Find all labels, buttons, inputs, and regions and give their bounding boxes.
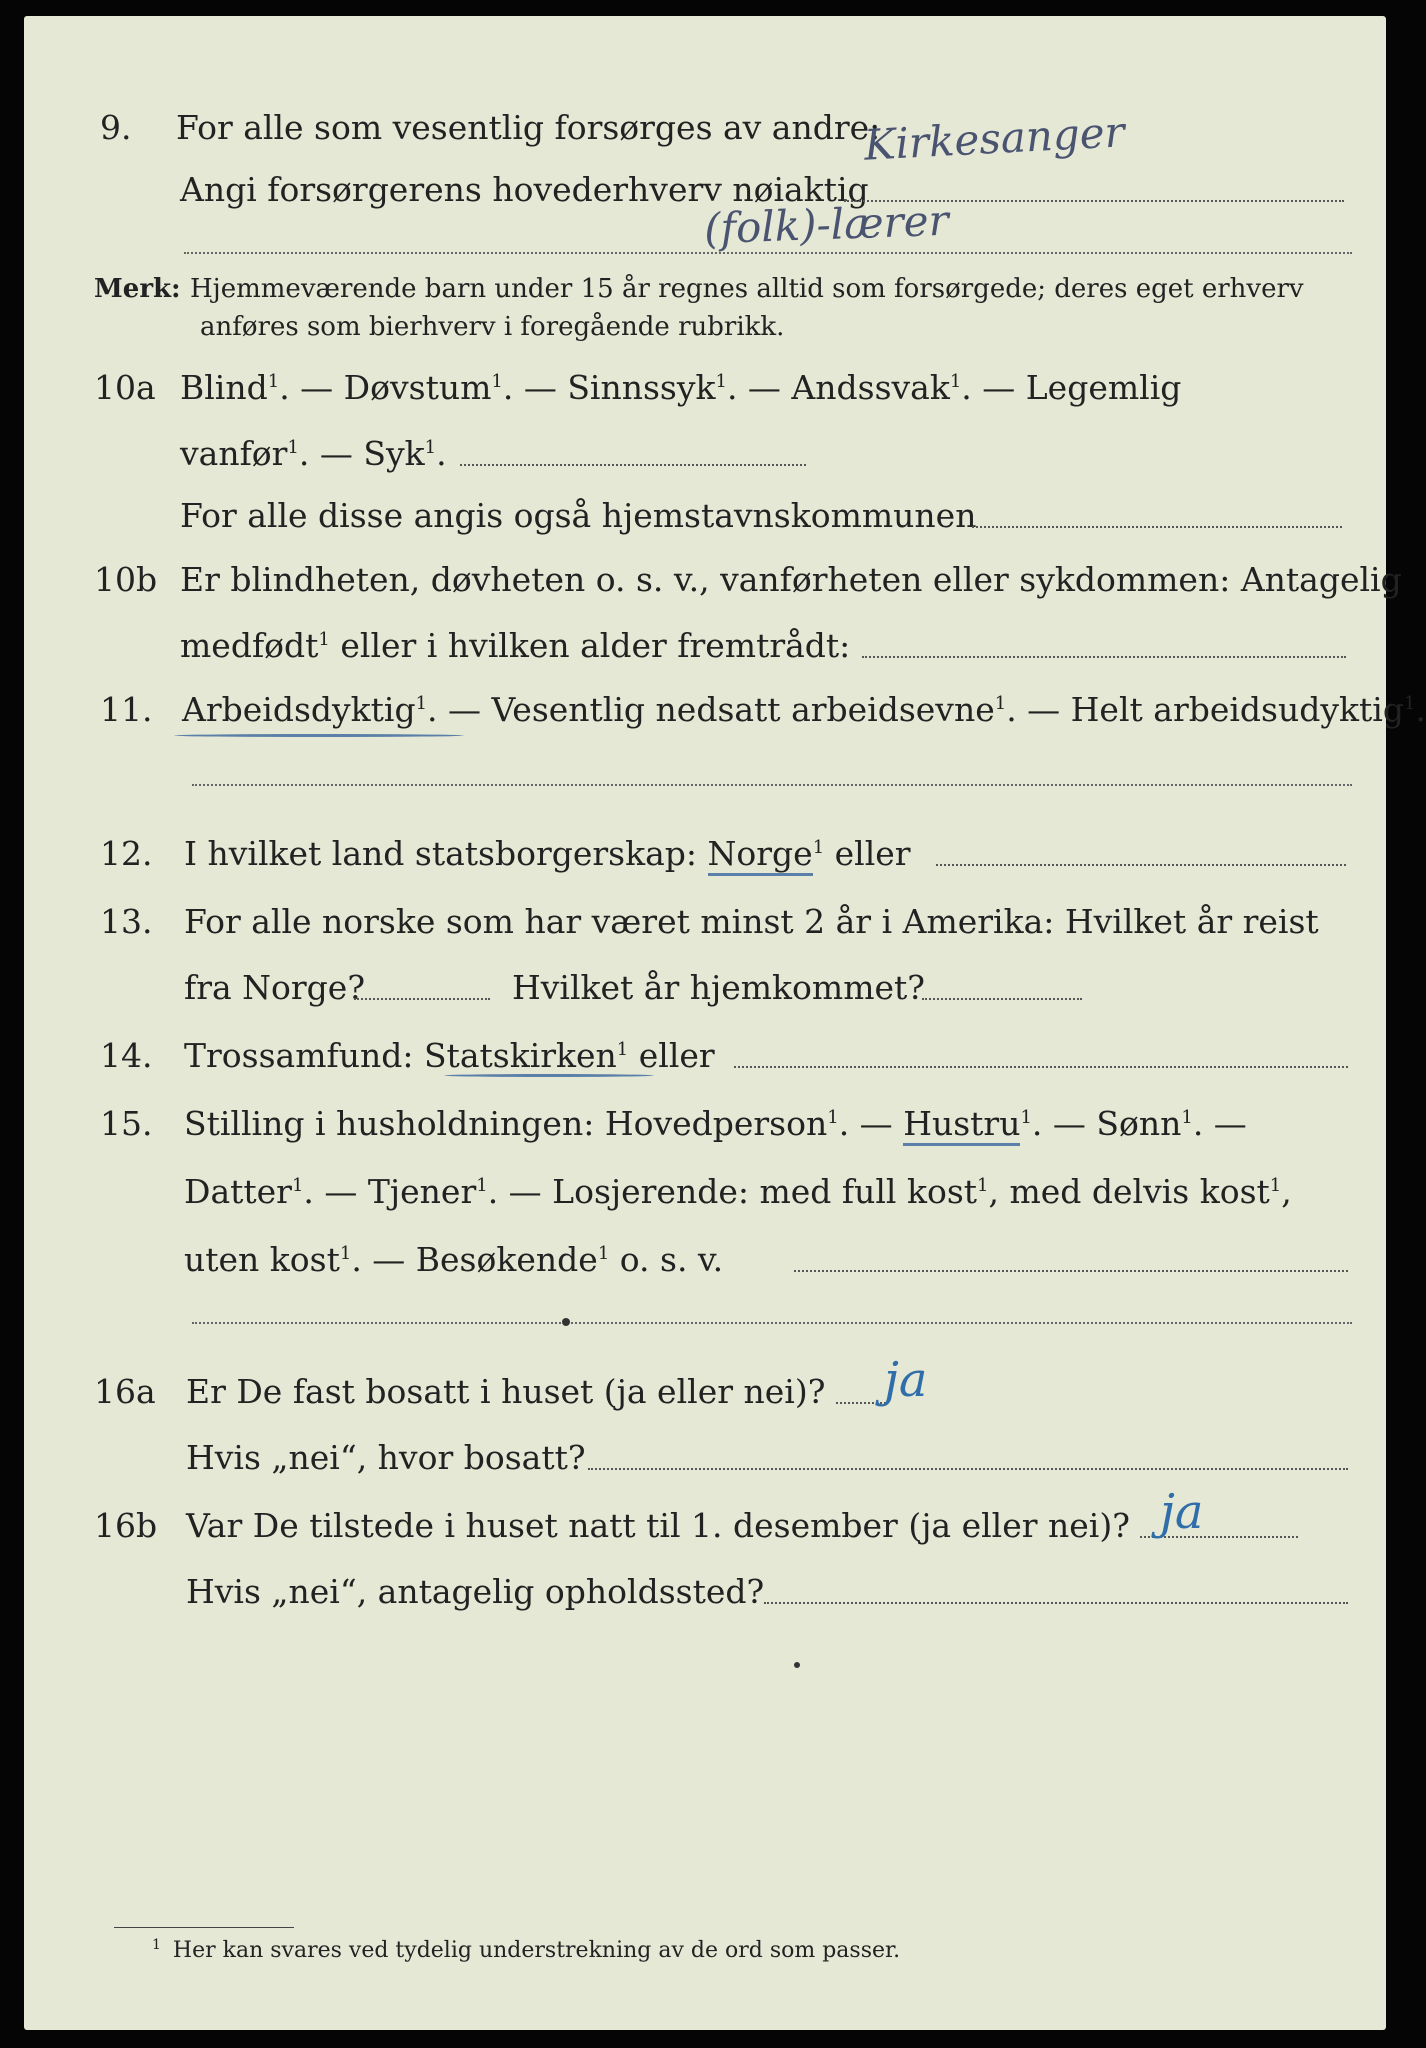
q16a-answer: ja: [884, 1352, 928, 1408]
opt-medfodt: medfødt: [180, 626, 319, 665]
opt-delvis-kost: , med delvis kost: [988, 1172, 1270, 1211]
eller-text: eller: [824, 834, 911, 873]
q10a-line1: [24, 362, 1386, 408]
sup: 1: [977, 1175, 989, 1196]
q16b-line1-text: Var De tilstede i huset natt til 1. desember (ja eller nei)?: [186, 1506, 1130, 1545]
opt-hovedperson: Stilling i husholdningen: Hovedperson: [184, 1104, 828, 1143]
sup: 1: [339, 1243, 352, 1264]
opt-syk: . — Syk: [298, 434, 425, 473]
q10b-number: 10b: [94, 560, 158, 599]
q11-number: 11.: [100, 690, 153, 729]
q9-answer-rule: [184, 252, 1352, 254]
q14-handwritten-underline: [444, 1074, 654, 1077]
q16a-line2: [24, 1432, 1386, 1478]
q13-reist-dots: [354, 998, 490, 1000]
q10a-line2: [24, 428, 1386, 474]
merk-text1: Hjemmeværende barn under 15 år regnes alltid som forsørgede; deres eget erhverv: [190, 274, 1304, 304]
q11-rule: [192, 784, 1352, 786]
sup: 1: [291, 1175, 304, 1196]
footnote: [152, 1938, 900, 1963]
opt-full-kost: . — Losjerende: med full kost: [487, 1172, 978, 1211]
q15-line3: [24, 1234, 1386, 1280]
sup: 1: [812, 837, 825, 858]
q14-text: [184, 1036, 715, 1075]
q15-number: 15.: [100, 1104, 153, 1143]
q12-dots: [936, 864, 1346, 866]
sup: 1: [715, 371, 727, 392]
alder-text: eller i hvilken alder fremtrådt:: [329, 626, 851, 665]
sup: 1: [424, 437, 437, 458]
q10a-kommune-dots: [972, 526, 1342, 528]
period: .: [1415, 690, 1426, 729]
opt-sinnssyk: . — Sinnssyk: [502, 368, 716, 407]
opt-sonn: . — Sønn: [1031, 1104, 1182, 1143]
q16a-line1: [24, 1366, 1386, 1412]
eller-text: eller: [628, 1036, 715, 1075]
opt-andssvak: . — Andssvak: [726, 368, 950, 407]
opt-udyktig: . — Helt arbeidsudyktig: [1006, 690, 1404, 729]
sup: 1: [1403, 693, 1416, 714]
q15-rule: [192, 1322, 1352, 1324]
opt-legemlig: . — Legemlig: [961, 368, 1182, 407]
opt-dovstum: . — Døvstum: [279, 368, 492, 407]
q10b-line1: [24, 554, 1402, 600]
osv-text: o. s. v.: [609, 1240, 724, 1279]
opt-besokende: . — Besøkende: [351, 1240, 598, 1279]
q16b-opholdssted-dots: [764, 1602, 1348, 1604]
q15-line1: [24, 1098, 1386, 1144]
q11-options: [182, 690, 1426, 729]
q9-answer-line2: (folk)-lærer: [703, 195, 950, 254]
q16b-number: 16b: [94, 1506, 158, 1545]
opt-norge: Norge: [708, 834, 813, 876]
q16b-answer: ja: [1160, 1484, 1204, 1540]
sup: 1: [415, 693, 428, 714]
opt-hustru: Hustru: [903, 1104, 1020, 1146]
q15-dots: [794, 1270, 1348, 1272]
q16a-bosatt-dots: [588, 1468, 1348, 1470]
sup: 1: [491, 371, 503, 392]
sup: 1: [1269, 1175, 1282, 1196]
q13-number: 13.: [100, 902, 153, 941]
sup: 1: [476, 1175, 488, 1196]
sup: 1: [1181, 1107, 1193, 1128]
merk-label: Merk:: [94, 274, 181, 304]
q9-number: 9.: [100, 108, 132, 147]
q10b-line2-text: [180, 626, 851, 665]
q12-line: [24, 828, 1386, 874]
q16a-line1-text: Er De fast bosatt i huset (ja eller nei)?: [186, 1372, 826, 1411]
q13-reist-label: fra Norge?: [184, 968, 366, 1007]
footnote-rule: [114, 1927, 294, 1928]
census-form-page: [24, 16, 1426, 2030]
q16a-dots: [836, 1402, 886, 1404]
q13-line1-text: For alle norske som har været minst 2 år i Amerika: Hvilket år reist: [184, 902, 1319, 941]
q14-dots: [734, 1066, 1348, 1068]
opt-vanfor: vanfør: [180, 434, 288, 473]
q10a-line2-text: [180, 434, 447, 473]
sup: 1: [318, 629, 330, 650]
q15-line1-text: [184, 1104, 1247, 1143]
q15-line2: [24, 1166, 1386, 1212]
q10a-line3-text: For alle disse angis også hjemstavnskommunen: [180, 496, 977, 535]
q14-number: 14.: [100, 1036, 153, 1075]
sup: 1: [597, 1243, 610, 1264]
q12-text: [184, 834, 911, 873]
opt-uten-kost: uten kost: [184, 1240, 340, 1279]
dash: . —: [1192, 1104, 1247, 1143]
q10a-options: [180, 368, 1182, 407]
sup: 1: [287, 437, 299, 458]
q9-answer-line1: Kirkesanger: [862, 107, 1126, 170]
sup: 1: [267, 371, 280, 392]
opt-nedsatt: . — Vesentlig nedsatt arbeidsevne: [427, 690, 995, 729]
ink-dot: [562, 1318, 570, 1326]
q15-line3-text: [184, 1240, 724, 1279]
q10b-dots: [862, 656, 1346, 658]
opt-statskirken: Statskirken: [423, 1036, 617, 1075]
opt-tjener: . — Tjener: [303, 1172, 477, 1211]
q16a-number: 16a: [94, 1372, 156, 1411]
footnote-marker: 1: [152, 1936, 161, 1953]
q15-line2-text: [184, 1172, 1292, 1211]
merk-text2: anføres som bierhverv i foregående rubrikk.: [200, 312, 785, 342]
q12-number: 12.: [100, 834, 153, 873]
q9-line2-text: Angi forsørgerens hovederhverv nøiaktig: [180, 170, 869, 209]
q10a-line3: [24, 490, 1386, 536]
q9-line2: [24, 164, 1386, 210]
opt-datter: Datter: [184, 1172, 292, 1211]
q10b-line2: [24, 620, 1386, 666]
q13-hjemkommet-label: Hvilket år hjemkommet?: [512, 968, 925, 1007]
q16b-line2-text: Hvis „nei“, antagelig opholdssted?: [186, 1572, 765, 1611]
sup: 1: [827, 1107, 839, 1128]
opt-blind: Blind: [180, 368, 268, 407]
q9-line1: [24, 102, 1386, 148]
q12-label: I hvilket land statsborgerskap:: [184, 834, 708, 873]
q13-line1: [24, 896, 1386, 942]
q11-handwritten-underline: [174, 734, 464, 737]
sup: 1: [1020, 1107, 1032, 1128]
dash: . —: [838, 1104, 904, 1143]
sup: 1: [994, 693, 1007, 714]
sup: 1: [949, 371, 962, 392]
q14-line: [24, 1030, 1386, 1076]
sup: 1: [616, 1039, 629, 1060]
q13-line2: [24, 962, 1386, 1008]
comma: ,: [1281, 1172, 1292, 1211]
q10a-syk-dots: [460, 464, 806, 466]
ink-dot: [794, 1662, 800, 1668]
period: .: [436, 434, 447, 473]
footnote-text: Her kan svares ved tydelig understrekning av de ord som passer.: [172, 1938, 901, 1963]
q14-label: Trossamfund:: [184, 1036, 424, 1075]
opt-arbeidsdyktig: Arbeidsdyktig: [182, 690, 416, 729]
q11-line: [24, 684, 1426, 730]
q10a-number: 10a: [94, 368, 156, 407]
q16b-line2: [24, 1566, 1386, 1612]
q16a-line2-text: Hvis „nei“, hvor bosatt?: [186, 1438, 586, 1477]
merk-line2: [24, 306, 1386, 344]
q13-hjemkommet-dots: [922, 998, 1082, 1000]
merk-line1: [24, 268, 1386, 306]
q9-text: For alle som vesentlig forsørges av andre:: [176, 108, 881, 147]
q10b-line1-text: Er blindheten, døvheten o. s. v., vanførheten eller sykdommen: Antagelig: [180, 560, 1402, 599]
